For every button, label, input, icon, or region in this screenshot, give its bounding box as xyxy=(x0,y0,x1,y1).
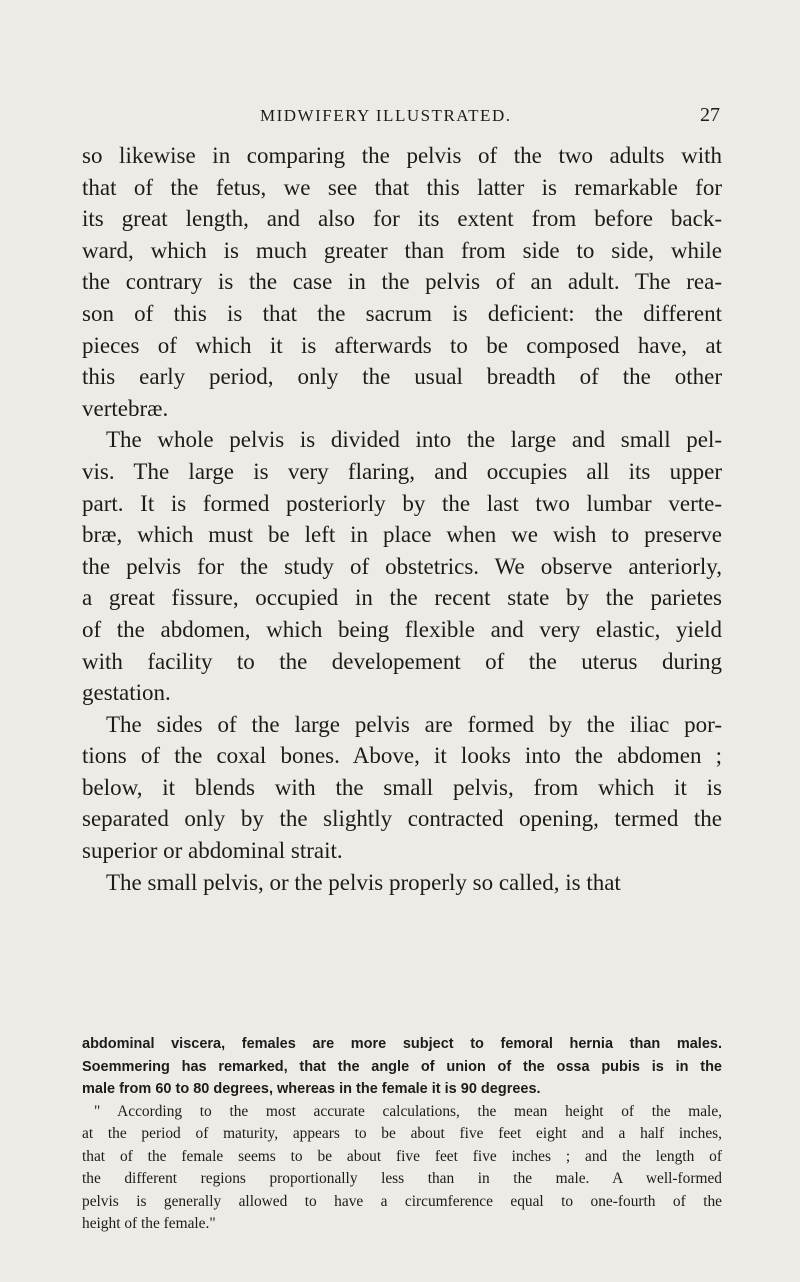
footnote-line: at the period of maturity, appears to be about five feet eight and a half inches, xyxy=(82,1125,722,1142)
footnote-line: abdominal viscera, females are more subject to femoral hernia than males. xyxy=(82,1036,722,1052)
page-header xyxy=(80,106,720,136)
body-line: The small pelvis, or the pelvis properly so called, is that xyxy=(106,869,621,895)
body-line: The whole pelvis is divided into the large and small pel- xyxy=(106,427,722,453)
footnote-line: that of the female seems to be about five feet five inches ; and the length of xyxy=(82,1147,722,1165)
body-line: vis. The large is very flaring, and occupies all its upper xyxy=(82,458,722,484)
body-line: the pelvis for the study of obstetrics. We observe anteriorly, xyxy=(82,553,722,579)
body-line: pieces of which it is afterwards to be composed have, at xyxy=(82,332,722,358)
body-line: so likewise in comparing the pelvis of the two adults with xyxy=(82,143,722,168)
footnote-line: the different regions proportionally less than in the male. A well-formed xyxy=(82,1170,722,1187)
body-line: ward, which is much greater than from side to side, while xyxy=(82,237,722,263)
footnote-line: height of the female." xyxy=(82,1215,216,1232)
body-line: of the abdomen, which being flexible and very elastic, yield xyxy=(82,616,722,642)
body-line: its great length, and also for its extent from before back- xyxy=(82,206,722,232)
body-line: bræ, which must be left in place when we wish to preserve xyxy=(82,522,722,548)
body-line: this early period, only the usual breadth of the other xyxy=(82,364,722,390)
body-line: vertebræ. xyxy=(82,395,169,421)
body-line: below, it blends with the small pelvis, from which it is xyxy=(82,774,722,800)
footnote-line: pelvis is generally allowed to have a circumference equal to one-fourth of the xyxy=(82,1192,722,1210)
body-line: superior or abdominal strait. xyxy=(82,838,343,864)
body-line: son of this is that the sacrum is deficient: the different xyxy=(82,300,722,326)
footnote-line: Soemmering has remarked, that the angle of union of the ossa pubis is in the xyxy=(82,1058,722,1075)
footnotes xyxy=(82,1033,722,1236)
page-number: 27 xyxy=(700,104,720,126)
body-line: The sides of the large pelvis are formed by the iliac por- xyxy=(106,711,722,737)
running-head: MIDWIFERY ILLUSTRATED. xyxy=(260,106,512,125)
footnote-line: " According to the most accurate calculations, the mean height of the male, xyxy=(94,1102,722,1120)
body-line: separated only by the slightly contracted opening, termed the xyxy=(82,806,722,832)
body-line: gestation. xyxy=(82,680,171,706)
body-line: with facility to the developement of the uterus during xyxy=(82,648,722,674)
body-line: part. It is formed posteriorly by the last two lumbar verte- xyxy=(82,490,722,516)
body-line: a great fissure, occupied in the recent state by the parietes xyxy=(82,585,722,611)
body-line: tions of the coxal bones. Above, it looks into the abdomen ; xyxy=(82,743,722,769)
body-text xyxy=(82,140,722,898)
body-line: the contrary is the case in the pelvis of an adult. The rea- xyxy=(82,269,722,295)
footnote-line: male from 60 to 80 degrees, whereas in the female it is 90 degrees. xyxy=(82,1081,541,1097)
body-line: that of the fetus, we see that this latter is remarkable for xyxy=(82,174,722,200)
